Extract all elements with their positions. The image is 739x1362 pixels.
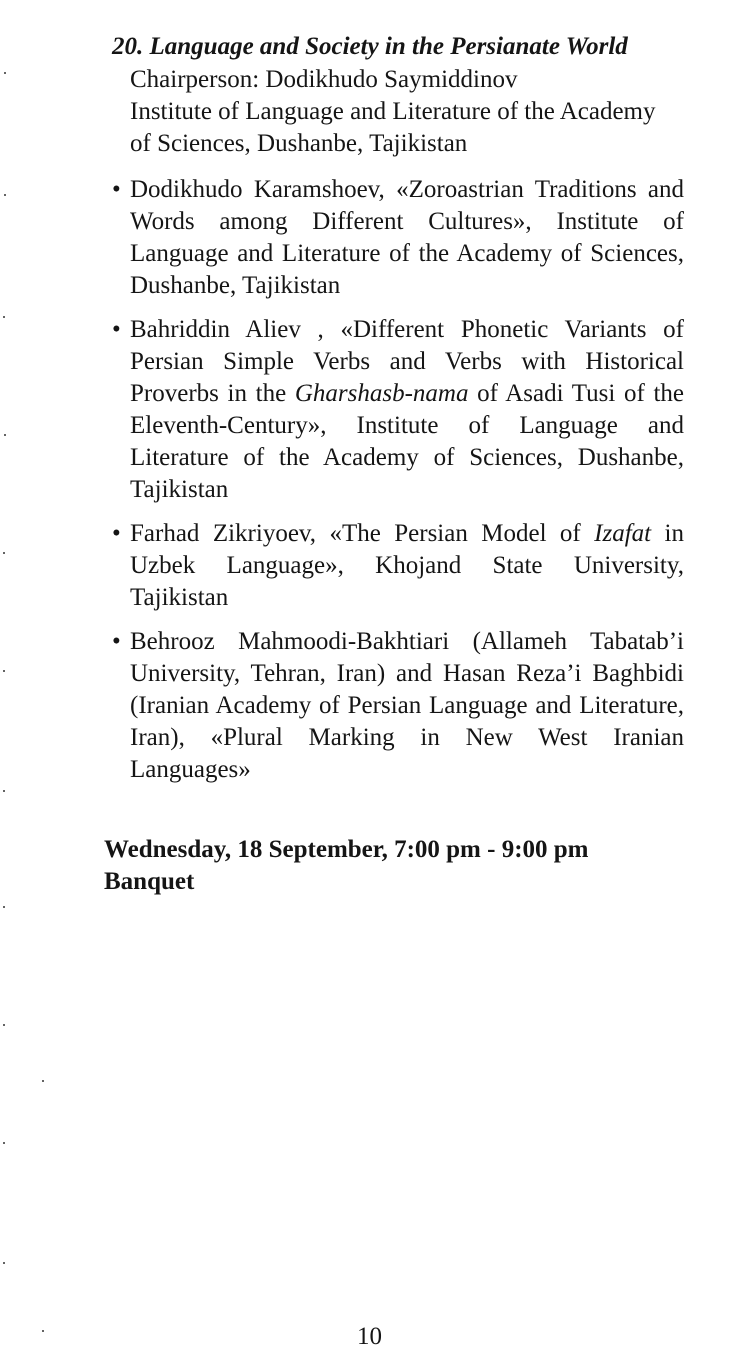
- bullet-icon: •: [112, 520, 121, 547]
- paper-text-before: Bahriddin Aliev , «Different Phonetic Variants of Persian Simple Verbs and Verbs with Historical Proverbs in the: [130, 316, 684, 407]
- event-name: Banquet: [104, 868, 195, 895]
- chair-affiliation-line-2: of Sciences, Dushanbe, Tajikistan: [130, 130, 468, 157]
- bullet-icon: •: [112, 316, 121, 343]
- bullet-icon: •: [112, 176, 121, 203]
- chair-affiliation-line-1: Institute of Language and Literature of the Academy: [130, 98, 656, 125]
- paper-text-after: in Uzbek Language», Khojand State University, Tajikistan: [130, 520, 684, 611]
- paper-text: Dodikhudo Karamshoev, «Zoroastrian Traditions and Words among Different Cultures», Institute of Language and Literature of the Academy of Sciences, Dushanbe, Tajikistan: [130, 176, 684, 299]
- scan-speck: [4, 194, 6, 196]
- scan-speck: [3, 552, 5, 554]
- page-number: 10: [357, 1323, 382, 1350]
- scan-speck: [3, 1142, 5, 1144]
- session-block: [112, 30, 684, 798]
- scan-speck: [4, 434, 6, 436]
- chairperson-line: Chairperson: Dodikhudo Saymiddinov: [130, 66, 518, 93]
- event-block: [104, 834, 664, 898]
- scan-speck: [3, 316, 5, 318]
- scan-speck: [3, 1024, 5, 1026]
- paper-list: [112, 174, 684, 786]
- list-item: [112, 174, 684, 302]
- session-title: 20. Language and Society in the Persianate World: [112, 33, 628, 60]
- scan-speck: [3, 790, 5, 792]
- event-datetime: Wednesday, 18 September, 7:00 pm - 9:00 pm: [104, 836, 589, 863]
- scan-speck: [3, 670, 5, 672]
- list-item: [112, 626, 684, 786]
- list-item: [112, 518, 684, 614]
- bullet-icon: •: [112, 628, 121, 655]
- scan-speck: [3, 1262, 5, 1264]
- list-item: [112, 314, 684, 506]
- paper-text-before: Farhad Zikriyoev, «The Persian Model of: [130, 520, 595, 547]
- scan-speck: [3, 906, 5, 908]
- paper-text-after: of Asadi Tusi of the Eleventh-Century», Institute of Language and Literature of the Academy of Sciences, Dushanbe, Tajikistan: [130, 380, 684, 503]
- scan-speck: [4, 72, 6, 74]
- paper-italic-term: Izafat: [594, 520, 652, 547]
- paper-italic-title: Gharshasb-nama: [294, 380, 469, 407]
- scan-speck: [42, 1080, 44, 1082]
- scan-speck: [42, 1330, 44, 1332]
- paper-text: Behrooz Mahmoodi-Bakhtiari (Allameh Tabatab’i University, Tehran, Iran) and Hasan Reza’i Baghbidi (Iranian Academy of Persian Language and Literature, Iran), «Plural Marking in New West Iranian Languages»: [130, 628, 684, 783]
